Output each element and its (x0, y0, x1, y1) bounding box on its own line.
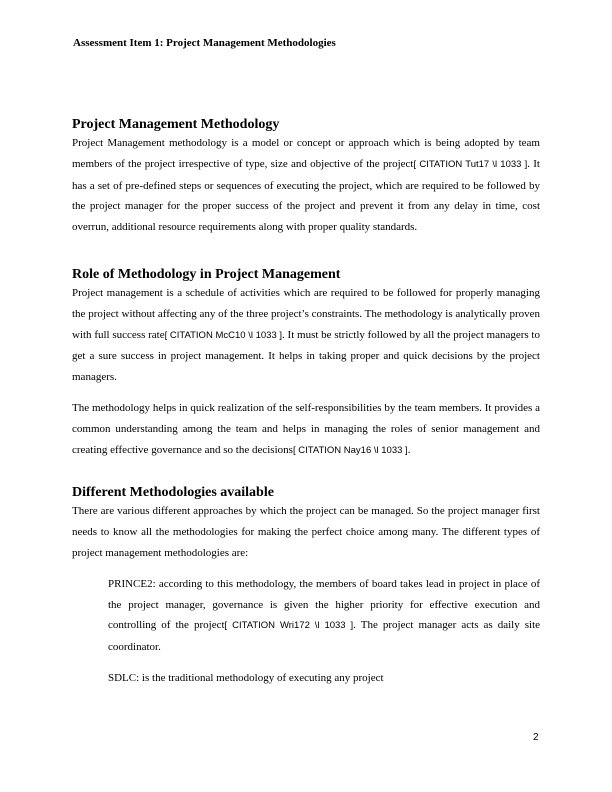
citation-field: [ CITATION Tut17 \l 1033 ] (413, 158, 528, 170)
paragraph-methodology-definition (72, 133, 540, 238)
paragraph-role-2 (72, 398, 540, 461)
section-heading-role: Role of Methodology in Project Management (72, 266, 341, 282)
text: . It has a set of pre-defined steps or sequences of executing the project, which are required to be followed by the project manager for the proper success of the project and prevent it from any delay in time, cost overrun, additional resource requirements along with proper quality standards. (72, 157, 540, 234)
section-heading-methodology: Project Management Methodology (72, 117, 280, 132)
citation-field: [ CITATION Nay16 \l 1033 ] (292, 444, 408, 456)
text: . (407, 443, 411, 456)
text: . It must be strictly followed by all the project managers to get a sure success in project management. It helps in taking proper and quick decisions by the project managers. (72, 328, 540, 384)
text: The methodology helps in quick realization of the self-responsibilities by the team members. It provides a common understanding among the team and helps in managing the roles of senior management and creating effective governance and so the decisions (72, 401, 540, 456)
list-item-sdlc: SDLC: is the traditional methodology of executing any project (108, 671, 384, 684)
page-number: 2 (533, 732, 539, 743)
document-body (72, 116, 540, 689)
text: . The project manager acts as daily site coordinator. (108, 619, 541, 654)
text: Project management is a schedule of activities which are required to be followed for properly managing the project without affecting any of the three project’s constraints. The methodology is analytically proven with full success rate (72, 286, 540, 341)
text: PRINCE2: according to this methodology, the members of board takes lead in project in place of the project manager, governance is given the higher priority for effective execution and controlling of the project (108, 577, 540, 632)
citation-field: [ CITATION McC10 \l 1033 ] (164, 329, 283, 341)
list-item-prince2 (108, 574, 540, 658)
paragraph-methodologies-intro: There are various different approaches by which the project can be managed. So the project manager first needs to know all the methodologies for making the perfect choice among many. The different types of project management methodologies are: (72, 505, 540, 559)
text: Project Management methodology is a model or concept or approach which is being adopted by team members of the project irrespective of type, size and objective of the project (72, 137, 540, 170)
section-heading-different-methodologies: Different Methodologies available (72, 485, 274, 501)
citation-field: [ CITATION Wri172 \l 1033 ] (224, 620, 354, 632)
page-header: Assessment Item 1: Project Management Methodologies (73, 37, 336, 49)
paragraph-role-1 (72, 283, 540, 388)
